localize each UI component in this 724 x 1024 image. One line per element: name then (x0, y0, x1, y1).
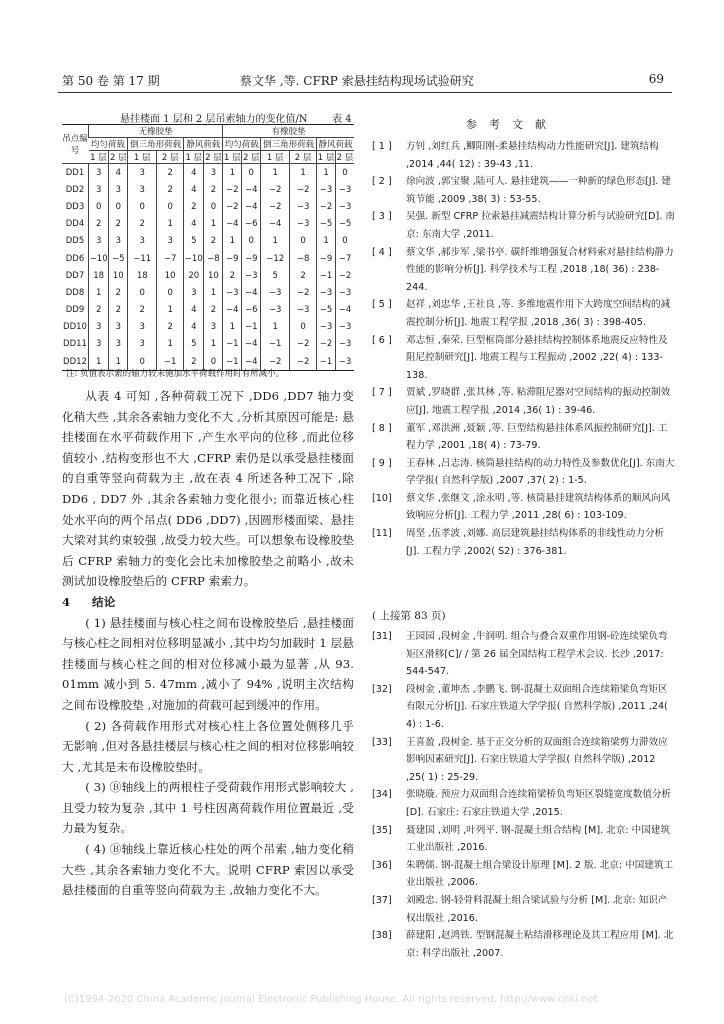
reference-text: 贾斌 ,罗晓群 ,张其林 ,等. 粘滞阻尼器对空间结构的振动控制效应[J]. 地震工程学报 ,2014 ,36( 1) : 39-46. (406, 387, 671, 416)
force-value-cell: 4 (184, 302, 204, 319)
force-value-cell: 3 (109, 181, 128, 198)
reference-text: 张晓璇. 预应力双面组合连续箱梁桥负弯矩区裂缝宽度数值分析 [D]. 石家庄: 石家庄铁道大学 ,2015. (406, 789, 672, 818)
force-value-cell: −2 (290, 284, 317, 301)
force-value-cell: 3 (89, 233, 109, 250)
force-value-cell: 10 (204, 267, 223, 284)
floor-header: 2 层 (290, 151, 317, 164)
cable-id-cell: DD6 (65, 253, 85, 264)
reference-text: 董军 ,邓洪洲 ,聂颖 ,等. 巨型结构悬挂体系风振控制研究[J]. 工程力学 ,2001 ,18( 4) : 73-79. (406, 422, 668, 452)
force-value-cell: −5 (317, 302, 336, 319)
force-value-cell: 2 (157, 164, 184, 182)
force-value-cell: −4 (242, 198, 261, 215)
force-value-cell: 2 (204, 302, 223, 319)
section-heading (62, 592, 354, 613)
cable-id-cell: DD2 (65, 184, 85, 195)
force-value-cell: −3 (335, 336, 354, 353)
reference-item (372, 681, 676, 734)
floor-header: 2 层 (204, 151, 223, 164)
force-value-cell: −9 (317, 250, 336, 267)
force-value-cell: 0 (157, 284, 184, 301)
force-value-cell: 3 (128, 319, 157, 336)
force-value-cell: −4 (223, 216, 242, 233)
force-value-cell: −9 (223, 250, 242, 267)
reference-text: 薛建阳 ,赵鸿铁. 型钢混凝土粘结滑移理论及其工程应用 [M]. 北京: 科学出版社 ,2007. (406, 930, 674, 959)
cable-id-cell: DD7 (65, 270, 85, 281)
force-value-cell: −3 (261, 284, 290, 301)
force-value-cell: −3 (335, 181, 354, 198)
reference-item (372, 138, 676, 173)
reference-item (372, 420, 676, 455)
force-value-cell: 0 (157, 198, 184, 215)
reference-item (372, 455, 676, 490)
force-value-cell: −2 (317, 198, 336, 215)
force-value-cell: 1 (109, 353, 128, 371)
force-value-cell: −12 (261, 250, 290, 267)
force-value-cell: −2 (261, 198, 290, 215)
force-value-cell: −4 (242, 353, 261, 371)
force-value-cell: 1 (261, 164, 290, 182)
reference-text: 方钊 ,刘红兵 ,鲫阳刚-柔悬挂结构动力性能研究[J]. 建筑结构 ,2014 ,44( 12) : 39-43 ,11. (406, 141, 659, 170)
reference-text: 王春林 ,吕志涛. 核筒悬挂结构的动力特性及参数优化[J]. 东南大学学报( 自然科学版) ,2007 ,37( 2) : 1-5. (406, 457, 675, 487)
reference-number: [11] (372, 528, 392, 540)
force-value-cell: 1 (204, 216, 223, 233)
force-value-cell: −2 (317, 336, 336, 353)
reference-item (372, 208, 676, 243)
load-type-header: 倒三角形荷载 (261, 138, 317, 151)
force-value-cell: 1 (317, 164, 336, 182)
force-value-cell: 0 (335, 164, 354, 182)
force-value-cell: 1 (157, 216, 184, 233)
force-value-cell: 4 (184, 181, 204, 198)
force-value-cell: 1 (317, 233, 336, 250)
analysis-paragraph: 从表 4 可知 ,各种荷载工况下 ,DD6 ,DD7 轴力变化稍大些 ,其余各索轴力变化不大 ,分析其原因可能是: 悬挂楼面在水平荷载作用下 ,产生水平向的位移 ,而此位移值较小 ,结构变形也不大 ,CFRP 索仍是以承受悬挂楼面的自重等竖向荷载为主 ,故在表 4 所述各种工况下 ,除 DD6 , DD7 外 ,其余各索轴力变化很小; 而靠近核心柱处水平向的两个吊点( DD6 ,DD7) ,因圆形楼面梁、悬挂大梁对其约束较强 ,故受力较大些。可以想象布设橡胶垫后 CFRP 索轴力的变化会比未加橡胶垫之前略小 ,故未测试加设橡胶垫后的 CFRP 索索力。 (62, 389, 354, 589)
table-row (62, 198, 354, 215)
force-value-cell: −10 (89, 250, 109, 267)
force-value-cell: 2 (184, 198, 204, 215)
reference-number: [ 1 ] (372, 141, 392, 152)
cable-id-cell: DD12 (62, 353, 89, 371)
reference-item (372, 525, 676, 560)
force-value-cell: 1 (204, 336, 223, 353)
table-number: 表 4 (332, 114, 352, 125)
force-value-cell: −3 (317, 284, 336, 301)
force-value-cell: −3 (290, 302, 317, 319)
cable-id-cell: DD3 (65, 201, 85, 212)
table-title: 悬挂楼面 1 层和 2 层吊索轴力的变化值/N (120, 114, 308, 125)
force-value-cell: −2 (335, 267, 354, 284)
reference-text: 蔡文华 ,郝步军 ,梁书亭. 碳纤维增强复合材料索对悬挂结构静力性能的影响分析[J]. 科学技术与工程 ,2018 ,18( 36) : 238-244. (406, 246, 674, 293)
cable-id-cell: DD10 (63, 322, 87, 333)
reference-number: [ 4 ] (372, 246, 392, 258)
force-value-cell: 2 (204, 181, 223, 198)
reference-number: [38] (372, 930, 392, 942)
force-value-cell: 0 (204, 198, 223, 215)
load-type-header: 倒三角形荷载 (128, 138, 184, 151)
force-value-cell: −6 (242, 216, 261, 233)
force-value-cell: −7 (335, 250, 354, 267)
force-value-cell: 3 (89, 164, 109, 182)
force-value-cell: −4 (261, 216, 290, 233)
load-type-header: 均匀荷载 (89, 138, 128, 151)
reference-text: 刘殿忠. 钢-轻骨料混凝土组合梁试验与分析 [M]. 北京: 知识产权出版社 ,2016. (406, 894, 668, 924)
force-value-cell: 2 (109, 302, 128, 319)
reference-number: [ 7 ] (372, 387, 392, 399)
table-row (62, 216, 354, 233)
cable-id-cell: DD5 (65, 236, 85, 247)
reference-item (372, 244, 676, 297)
force-value-cell: 1 (223, 319, 242, 336)
force-value-cell: −2 (261, 181, 290, 198)
force-value-cell: −7 (157, 250, 184, 267)
reference-item (372, 786, 676, 821)
floor-header: 2 层 (242, 151, 261, 164)
force-value-cell: −5 (109, 250, 128, 267)
force-value-cell: −9 (242, 250, 261, 267)
rowhead: 吊点编号 (62, 134, 88, 156)
reference-number: [36] (372, 859, 392, 871)
table-note: 注: 负值表示索的轴力较未施加水平荷载作用时有所减小。 (66, 369, 285, 379)
reference-number: [ 6 ] (372, 334, 392, 346)
force-value-cell: 3 (109, 233, 128, 250)
reference-number: [ 8 ] (372, 422, 392, 434)
table-row (62, 284, 354, 301)
reference-list (372, 138, 676, 560)
reference-item (372, 927, 676, 962)
floor-header: 2 层 (157, 151, 184, 164)
force-value-cell: −1 (223, 336, 242, 353)
rowhead-cell (62, 125, 89, 164)
table-row (62, 250, 354, 267)
force-value-cell: 4 (109, 164, 128, 182)
force-value-cell: 1 (204, 284, 223, 301)
force-value-cell: 2 (128, 302, 157, 319)
force-value-cell: 2 (290, 267, 317, 284)
floor-header: 1 层 (317, 151, 336, 164)
force-value-cell: −3 (290, 216, 317, 233)
force-value-cell: 1 (261, 319, 290, 336)
force-value-cell: 2 (157, 319, 184, 336)
group-no-pad: 无橡胶垫 (89, 125, 223, 138)
force-value-cell: −2 (290, 353, 317, 371)
reference-number: [37] (372, 894, 392, 906)
force-value-cell: 3 (89, 319, 109, 336)
cable-id-cell: DD1 (65, 167, 85, 178)
force-value-cell: 1 (89, 284, 109, 301)
force-value-cell: −2 (223, 181, 242, 198)
force-value-cell: 3 (109, 336, 128, 353)
continued-note: ( 上接第 83 页) (372, 610, 446, 622)
floor-header: 1 层 (223, 151, 242, 164)
reference-number: [ 5 ] (372, 299, 392, 311)
force-value-cell: −5 (335, 216, 354, 233)
cable-id-cell: DD11 (63, 339, 87, 350)
reference-text: 王园园 ,段树金 ,牛润明. 组合与叠合双重作用钢-砼连续梁负弯矩区滑移[C]/ / 第 26 届全国结构工程学术会议. 长沙 ,2017: 544-547. (406, 631, 668, 678)
force-value-cell: −3 (335, 319, 354, 336)
force-value-cell: −3 (335, 198, 354, 215)
reference-list-continued (372, 628, 676, 962)
force-value-cell: 4 (184, 164, 204, 182)
force-value-cell: 10 (157, 267, 184, 284)
force-value-cell: −3 (223, 284, 242, 301)
reference-text: 王喜盈 ,段树金. 基于正交分析的双面组合连续箱梁剪力滞效应影响因素研究[J]. 石家庄铁道大学学报( 自然科学版) ,2012 ,25( 1) : 25-29. (406, 736, 668, 783)
conclusion-1: ( 1) 悬挂楼面与核心柱之间布设橡胶垫后 ,悬挂楼面与核心柱之间相对位移明显减小 ,其中均匀加载时 1 层悬挂楼面与核心柱之间的相对位移减小最为显著 ,从 93. 01mm 减小到 5. 47mm ,减小了 94% ,说明主次结构之间布设橡胶垫 ,对施加的荷载可起到缓冲的作用。 (62, 615, 354, 712)
force-value-cell: −4 (335, 302, 354, 319)
force-value-cell: 3 (204, 319, 223, 336)
force-value-cell: 3 (128, 181, 157, 198)
force-value-cell: −6 (242, 302, 261, 319)
force-value-cell: 1 (261, 233, 290, 250)
force-value-cell: −3 (242, 267, 261, 284)
floor-header: 1 层 (89, 151, 109, 164)
reference-number: [35] (372, 824, 392, 836)
copyright-watermark: (C)1994-2020 China Academic Journal Electronic Publishing House. All rights reserved. http://www.cnki.net (64, 994, 598, 1005)
floor-header: 1 层 (261, 151, 290, 164)
force-value-cell: 0 (128, 198, 157, 215)
table-row (62, 164, 354, 182)
force-value-cell: 1 (157, 336, 184, 353)
header-rule (58, 92, 672, 93)
force-value-cell: −11 (128, 250, 157, 267)
force-value-cell: 5 (184, 336, 204, 353)
cable-id-cell: DD8 (65, 287, 85, 298)
reference-item (372, 734, 676, 787)
load-type-header: 静风荷载 (184, 138, 223, 151)
force-value-cell: −1 (157, 353, 184, 371)
force-value-cell: 3 (89, 336, 109, 353)
section-number: 4 (62, 594, 71, 609)
reference-text: 聂建国 ,刘明 ,叶列平. 钢-混凝土组合结构 [M]. 北京: 中国建筑工业出版社 ,2016. (406, 824, 671, 854)
section-title: 结论 (92, 594, 116, 609)
floor-header: 1 层 (184, 151, 204, 164)
reference-item (372, 296, 676, 331)
force-value-cell: −3 (317, 181, 336, 198)
force-value-cell: −5 (317, 216, 336, 233)
force-value-cell: −8 (204, 250, 223, 267)
cable-id-cell: DD4 (65, 219, 85, 230)
force-value-cell: −3 (335, 353, 354, 371)
force-value-cell: 10 (109, 267, 128, 284)
force-value-cell: 1 (223, 164, 242, 182)
force-value-cell: 2 (109, 216, 128, 233)
force-value-cell: 0 (290, 233, 317, 250)
force-value-cell: −3 (317, 319, 336, 336)
table-row (62, 302, 354, 319)
force-value-cell: −3 (290, 198, 317, 215)
table-row (62, 336, 354, 353)
reference-number: [ 9 ] (372, 457, 392, 469)
table-row (62, 267, 354, 284)
force-value-cell: 0 (109, 198, 128, 215)
force-value-cell: 4 (184, 216, 204, 233)
load-type-header: 静风荷载 (317, 138, 354, 151)
force-value-cell: 0 (128, 353, 157, 371)
running-title: 蔡文华 ,等. CFRP 索悬挂结构现场试验研究 (240, 74, 474, 88)
table-row (62, 319, 354, 336)
force-value-cell: 18 (89, 267, 109, 284)
force-value-cell: 2 (89, 302, 109, 319)
force-value-cell: 2 (204, 233, 223, 250)
floor-header: 2 层 (335, 151, 354, 164)
force-value-cell: −3 (261, 302, 290, 319)
reference-text: 蔡文华 ,张继文 ,涂永明 ,等. 核筒悬挂建筑结构体系的顺风向风致响应分析[J]. 工程力学 ,2011 ,28( 6) : 103-109. (406, 492, 671, 522)
page-number: 69 (648, 72, 664, 86)
reference-item (372, 332, 676, 385)
force-value-cell: 5 (261, 267, 290, 284)
reference-item (372, 892, 676, 927)
reference-number: [ 2 ] (372, 176, 392, 188)
reference-item (372, 490, 676, 525)
force-value-cell: −2 (290, 336, 317, 353)
reference-text: 周坚 ,伍孝波 ,刘娜. 高层建筑悬挂结构体系的非线性动力分析[J]. 工程力学 ,2002( S2) : 376-381. (406, 528, 665, 557)
force-value-cell: 2 (157, 181, 184, 198)
reference-item (372, 822, 676, 857)
left-column-body (62, 386, 354, 901)
force-value-cell: 3 (204, 164, 223, 182)
force-value-cell: −4 (242, 181, 261, 198)
force-value-cell: −2 (261, 353, 290, 371)
force-value-cell: 0 (242, 233, 261, 250)
force-value-cell: 5 (184, 233, 204, 250)
force-value-cell: 3 (128, 233, 157, 250)
reference-item (372, 628, 676, 681)
force-value-cell: −1 (317, 353, 336, 371)
force-value-cell: 4 (184, 319, 204, 336)
force-value-cell: 3 (128, 164, 157, 182)
floor-header: 2 层 (109, 151, 128, 164)
force-value-cell: 1 (157, 302, 184, 319)
group-with-pad: 有橡胶垫 (223, 125, 354, 138)
force-value-cell: 0 (335, 233, 354, 250)
cable-force-table (62, 124, 354, 371)
force-value-cell: 0 (128, 284, 157, 301)
reference-item (372, 173, 676, 208)
force-value-cell: −2 (290, 181, 317, 198)
force-value-cell: −8 (290, 250, 317, 267)
force-value-cell: −3 (335, 284, 354, 301)
force-value-cell: −4 (223, 302, 242, 319)
force-value-cell: −1 (261, 336, 290, 353)
cable-id-cell: DD9 (65, 305, 85, 316)
force-value-cell: 1 (223, 233, 242, 250)
reference-number: [34] (372, 789, 392, 801)
force-value-cell: −1 (242, 319, 261, 336)
force-value-cell: 20 (184, 267, 204, 284)
force-value-cell: 2 (223, 267, 242, 284)
conclusion-3: ( 3) Ⓑ轴线上的两根柱子受荷载作用形式影响较大 ,且受力较为复杂 ,其中 1 号柱因离荷载作用位置最近 ,受力最为复杂。 (62, 780, 354, 836)
reference-text: 邓志恒 ,秦荣. 巨型框筒部分悬挂结构控制体系地震反应特性及阻尼控制研究[J]. 地震工程与工程振动 ,2002 ,22( 4) : 133-138. (406, 334, 668, 381)
force-value-cell: 2 (128, 216, 157, 233)
force-value-cell: 0 (242, 164, 261, 182)
force-value-cell: 0 (204, 353, 223, 371)
reference-number: [33] (372, 736, 392, 748)
force-value-cell: −1 (317, 267, 336, 284)
force-value-cell: 3 (128, 336, 157, 353)
conclusion-2: ( 2) 各荷载作用形式对核心柱上各位置处侧移几乎无影响 ,但对各悬挂楼层与核心柱之间的相对位移影响较大 ,尤其是未布设橡胶垫时。 (62, 718, 354, 774)
reference-number: [32] (372, 683, 392, 695)
reference-text: 徐向波 ,郭宝聚 ,陆可人. 悬挂建筑——一种新的绿色形态[J]. 建筑节能 ,2009 ,38( 3) : 53-55. (406, 176, 671, 205)
reference-number: [31] (372, 631, 392, 642)
reference-item (372, 384, 676, 419)
reference-text: 吴强. 新型 CFRP 拉索悬挂减震结构计算分析与试验研究[D]. 南京: 东南大学 ,2011. (406, 211, 675, 240)
load-type-header: 均匀荷载 (223, 138, 261, 151)
force-value-cell: −10 (184, 250, 204, 267)
force-value-cell: 0 (290, 319, 317, 336)
force-value-cell: 18 (128, 267, 157, 284)
force-value-cell: 1 (290, 164, 317, 182)
force-value-cell: 3 (184, 284, 204, 301)
force-value-cell: 3 (157, 233, 184, 250)
force-value-cell: −4 (242, 336, 261, 353)
force-value-cell: 2 (89, 216, 109, 233)
table-row (62, 181, 354, 198)
reference-text: 段树金 ,董坤杰 ,李鹏飞. 钢-混凝土双面组合连续箱梁负弯矩区有限元分析[J]. 石家庄铁道大学学报( 自然科学版) ,2011 ,24( 4) : 1-6. (406, 683, 668, 730)
reference-number: [ 3 ] (372, 211, 392, 223)
force-value-cell: 2 (184, 353, 204, 371)
conclusion-4: ( 4) Ⓑ轴线上靠近核心柱处的两个吊索 ,轴力变化稍大些 ,其余各索轴力变化不大。说明 CFRP 索因以承受悬挂楼面的自重等竖向荷载为主 ,故轴力变化不大。 (62, 842, 354, 898)
force-value-cell: 3 (89, 181, 109, 198)
floor-header: 1 层 (128, 151, 157, 164)
table-row (62, 233, 354, 250)
reference-number: [10] (372, 492, 392, 504)
force-value-cell: 2 (109, 284, 128, 301)
journal-issue: 第 50 卷 第 17 期 (62, 74, 160, 88)
reference-text: 朱聘儒. 钢-混凝土组合梁设计原理 [M]. 2 版. 北京: 中国建筑工业出版社 ,2006. (406, 859, 674, 889)
reference-item (372, 857, 676, 892)
force-value-cell: −4 (242, 284, 261, 301)
force-value-cell: −2 (223, 198, 242, 215)
force-value-cell: −1 (223, 353, 242, 371)
force-value-cell: 0 (89, 198, 109, 215)
force-value-cell: 1 (89, 353, 109, 371)
force-value-cell: 3 (109, 319, 128, 336)
references-heading: 参考文献 (466, 118, 558, 131)
reference-text: 赵祥 ,刘忠华 ,王社良 ,等. 多维地震作用下大跨度空间结构的减震控制分析[J]. 地震工程学报 ,2018 ,36( 3) : 398-405. (406, 299, 671, 328)
